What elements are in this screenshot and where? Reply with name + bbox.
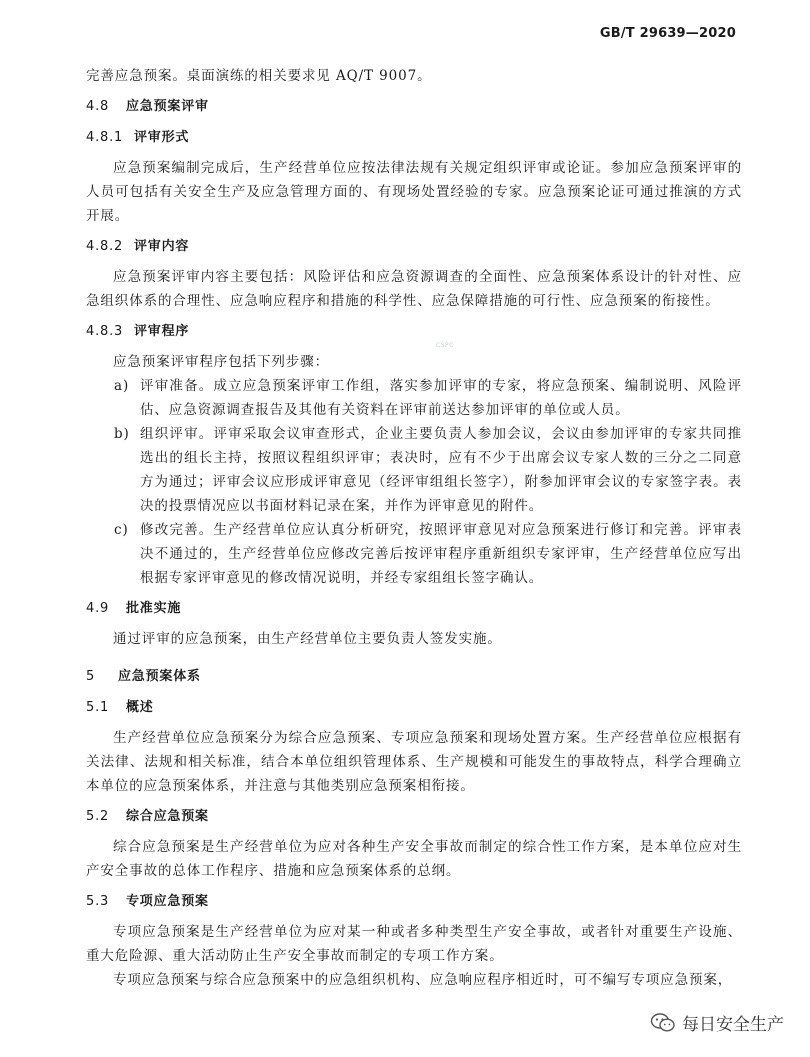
paragraph: 应急预案评审内容主要包括：风险评估和应急资源调查的全面性、应急预案体系设计的针对性、应急组织体系的合理性、应急响应程序和措施的科学性、应急保障措施的可行性、应急预案的衔接性。 xyxy=(86,269,742,309)
section-heading xyxy=(86,696,742,720)
section-heading xyxy=(86,235,742,259)
wechat-icon xyxy=(650,1012,676,1034)
section-heading xyxy=(86,890,742,914)
section-number: 4.9 xyxy=(86,601,110,616)
section-title: 应急预案体系 xyxy=(118,669,201,684)
section-heading xyxy=(86,805,742,829)
section-number: 5.1 xyxy=(86,700,110,715)
section-number: 4.8.3 xyxy=(86,324,124,339)
procedure-list xyxy=(86,374,742,590)
section-number: 5.3 xyxy=(86,894,110,909)
section-title: 评审形式 xyxy=(134,130,190,145)
section-title: 综合应急预案 xyxy=(126,809,209,824)
paragraph: 应急预案评审程序包括下列步骤： xyxy=(113,354,329,370)
section-title: 评审内容 xyxy=(134,239,190,254)
section-title: 评审程序 xyxy=(134,324,190,339)
section-heading xyxy=(86,665,742,689)
paragraph: 生产经营单位应急预案分为综合应急预案、专项应急预案和现场处置方案。生产经营单位应根据有关法律、法规和相关标准，结合本单位组织管理体系、生产规模和可能发生的事故特点，科学合理确立本单位的应急预案体系，并注意与其他类别应急预案相衔接。 xyxy=(86,730,742,794)
paragraph: 完善应急预案。桌面演练的相关要求见 AQ/T 9007。 xyxy=(86,68,432,84)
section-title: 批准实施 xyxy=(126,601,182,616)
section-number: 5.2 xyxy=(86,809,110,824)
list-marker: c) xyxy=(114,522,129,538)
list-marker: a) xyxy=(114,378,130,394)
list-item xyxy=(86,422,742,518)
list-item xyxy=(86,374,742,422)
section-heading xyxy=(86,320,742,344)
watermark: CSPC xyxy=(436,342,454,349)
list-marker: b) xyxy=(114,426,130,442)
section-number: 4.8 xyxy=(86,99,110,114)
section-heading xyxy=(86,126,742,150)
section-heading xyxy=(86,597,742,621)
standard-number: GB/T 29639—2020 xyxy=(599,26,736,41)
section-title: 应急预案评审 xyxy=(126,99,209,114)
list-item-text: 修改完善。生产经营单位应认真分析研究，按照评审意见对应急预案进行修订和完善。评审表决不通过的，生产经营单位应修改完善后按评审程序重新组织专家评审，生产经营单位应写出根据专家评审意见的修改情况说明，并经专家组组长签字确认。 xyxy=(140,522,742,586)
paragraph: 专项应急预案与综合应急预案中的应急组织机构、应急响应程序相近时，可不编写专项应急预案， xyxy=(113,972,733,988)
list-item xyxy=(86,518,742,590)
list-item-text: 评审准备。成立应急预案评审工作组，落实参加评审的专家，将应急预案、编制说明、风险评估、应急资源调查报告及其他有关资料在评审前送达参加评审的单位或人员。 xyxy=(140,378,742,418)
paragraph: 应急预案编制完成后，生产经营单位应按法律法规有关规定组织评审或论证。参加应急预案评审的人员可包括有关安全生产及应急管理方面的、有现场处置经验的专家。应急预案论证可通过推演的方式开展。 xyxy=(86,160,742,224)
section-number: 4.8.2 xyxy=(86,239,124,254)
section-number: 4.8.1 xyxy=(86,130,124,145)
section-number: 5 xyxy=(86,669,96,684)
section-title: 专项应急预案 xyxy=(126,894,209,909)
paragraph: 通过评审的应急预案，由生产经营单位主要负责人签发实施。 xyxy=(113,631,502,647)
section-heading xyxy=(86,95,742,119)
list-item-text: 组织评审。评审采取会议审查形式，企业主要负责人参加会议，会议由参加评审的专家共同推选出的组长主持，按照议程组织评审；表决时，应有不少于出席会议专家人数的三分之二同意方为通过；评审会议应形成评审意见（经评审组组长签字），附参加评审会议的专家签字表。表决的投票情况应以书面材料记录在案，并作为评审意见的附件。 xyxy=(140,426,742,514)
wechat-badge xyxy=(646,1008,788,1037)
paragraph: 综合应急预案是生产经营单位为应对各种生产安全事故而制定的综合性工作方案，是本单位应对生产安全事故的总体工作程序、措施和应急预案体系的总纲。 xyxy=(86,839,742,879)
paragraph: 专项应急预案是生产经营单位为应对某一种或者多种类型生产安全事故，或者针对重要生产设施、重大危险源、重大活动防止生产安全事故而制定的专项工作方案。 xyxy=(86,924,742,964)
wechat-account-name: 每日安全生产 xyxy=(682,1015,784,1035)
document-body xyxy=(86,64,742,992)
section-title: 概述 xyxy=(126,700,154,715)
